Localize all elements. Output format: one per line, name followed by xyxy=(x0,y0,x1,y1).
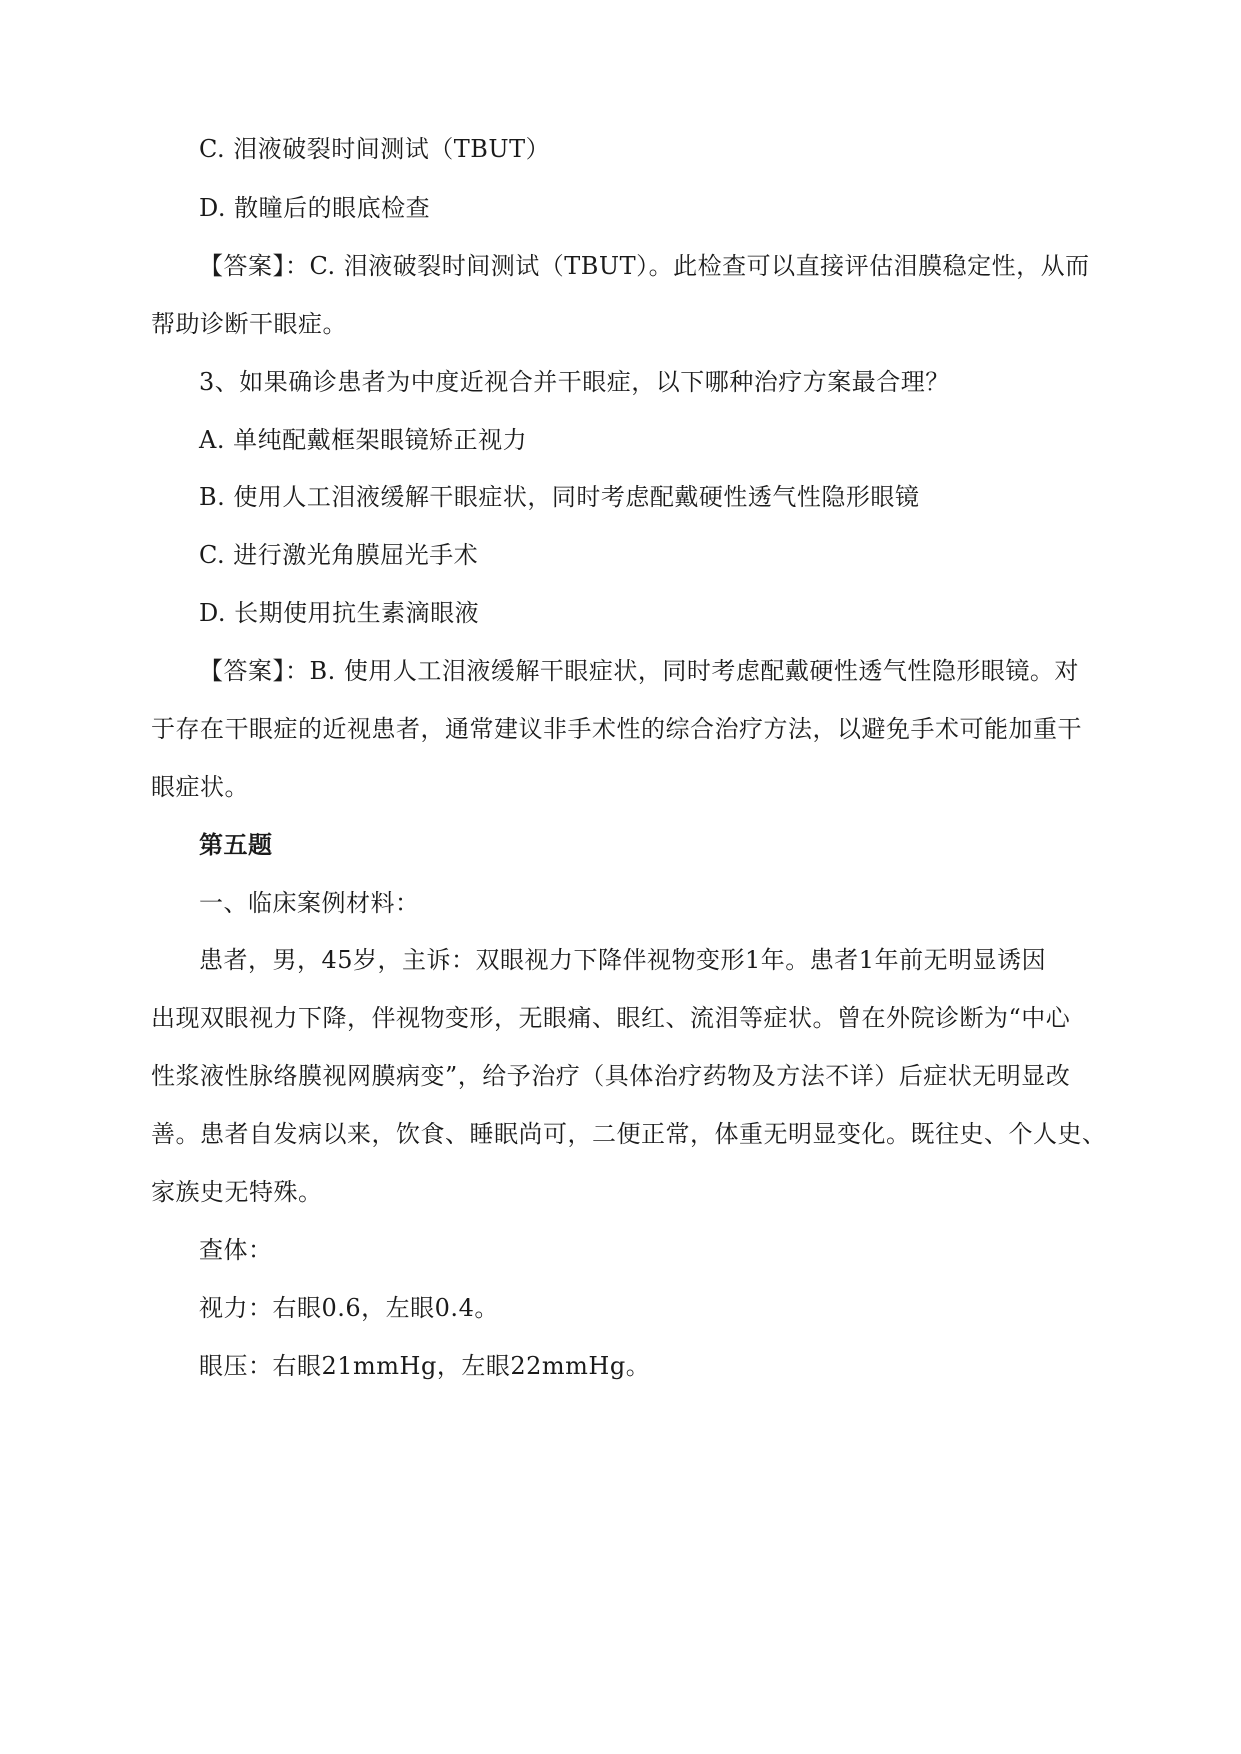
option-a-glasses: A. 单纯配戴框架眼镜矫正视力 xyxy=(199,426,528,454)
case-paragraph-line-3: 性浆液性脉络膜视网膜病变”，给予治疗（具体治疗药物及方法不详）后症状无明显改 xyxy=(151,1062,1071,1090)
option-d-antibiotics: D. 长期使用抗生素滴眼液 xyxy=(199,599,480,627)
answer-2-line-1: 【答案】：C. 泪液破裂时间测试（TBUT）。此检查可以直接评估泪膜稳定性，从而 xyxy=(199,252,1090,280)
exam-heading: 查体： xyxy=(199,1236,273,1264)
question-3: 3、如果确诊患者为中度近视合并干眼症，以下哪种治疗方案最合理？ xyxy=(199,368,950,396)
intraocular-pressure: 眼压：右眼21mmHg，左眼22mmHg。 xyxy=(199,1352,651,1380)
option-b-artificial-tears: B. 使用人工泪液缓解干眼症状，同时考虑配戴硬性透气性隐形眼镜 xyxy=(199,483,920,511)
section-heading-5: 第五题 xyxy=(199,830,273,859)
case-paragraph-line-1: 患者，男，45岁，主诉：双眼视力下降伴视物变形1年。患者1年前无明显诱因 xyxy=(199,946,1047,974)
option-c-tbut: C. 泪液破裂时间测试（TBUT） xyxy=(199,135,551,163)
option-d-fundus-exam: D. 散瞳后的眼底检查 xyxy=(199,194,431,222)
case-paragraph-line-2: 出现双眼视力下降，伴视物变形，无眼痛、眼红、流泪等症状。曾在外院诊断为“中心 xyxy=(151,1004,1071,1032)
case-paragraph-line-4: 善。患者自发病以来，饮食、睡眠尚可，二便正常，体重无明显变化。既往史、个人史、 xyxy=(151,1120,1107,1148)
answer-3-line-3: 眼症状。 xyxy=(151,773,249,801)
answer-3-line-1: 【答案】：B. 使用人工泪液缓解干眼症状，同时考虑配戴硬性透气性隐形眼镜。对 xyxy=(199,657,1079,685)
answer-2-line-2: 帮助诊断干眼症。 xyxy=(151,310,347,338)
answer-3-line-2: 于存在干眼症的近视患者，通常建议非手术性的综合治疗方法，以避免手术可能加重干 xyxy=(151,715,1082,743)
case-material-heading: 一、临床案例材料： xyxy=(199,889,420,917)
case-paragraph-line-5: 家族史无特殊。 xyxy=(151,1178,323,1206)
visual-acuity: 视力：右眼0.6，左眼0.4。 xyxy=(199,1294,499,1322)
option-c-laser-surgery: C. 进行激光角膜屈光手术 xyxy=(199,541,479,569)
